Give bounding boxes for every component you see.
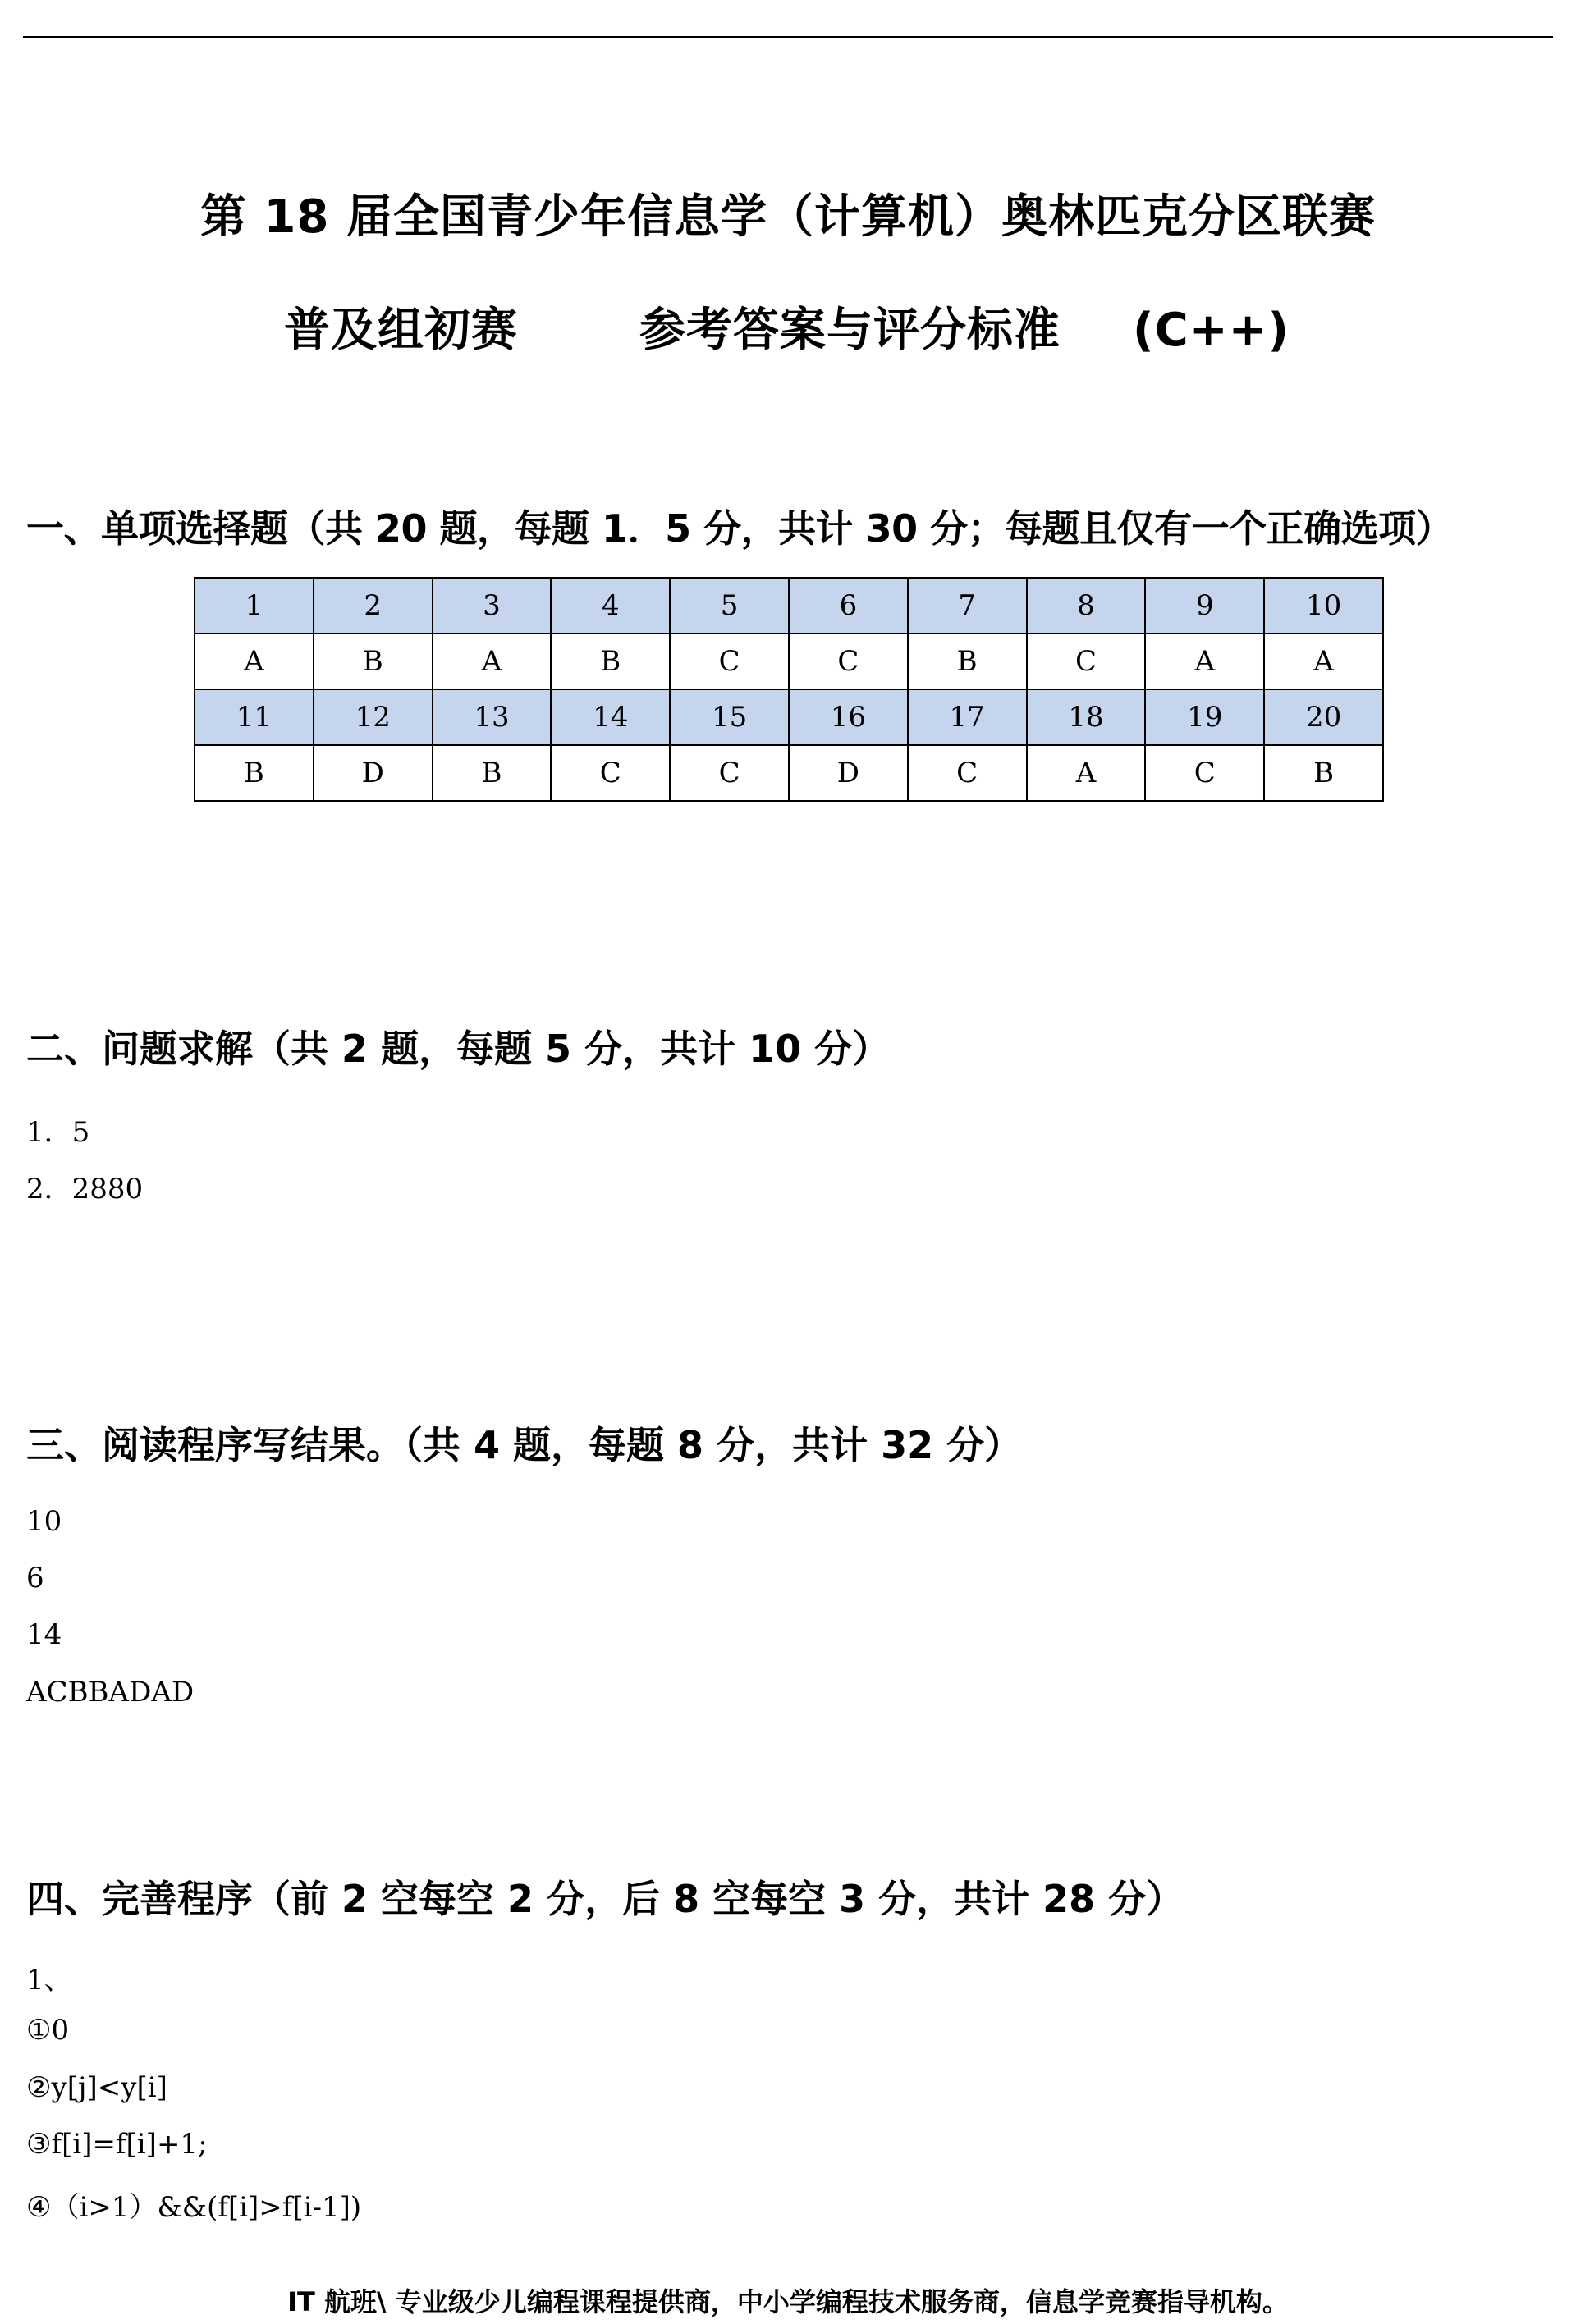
footer-note: IT 航班\ 专业级少儿编程课程提供商，中小学编程技术服务商，信息学竞赛指导机构。: [287, 2286, 1289, 2317]
answer-cell: C: [670, 745, 789, 801]
answer-cell: D: [789, 745, 908, 801]
answer-cell: C: [670, 634, 789, 689]
question-number: 1: [195, 578, 314, 634]
question-number: 5: [670, 578, 789, 634]
answer-cell: B: [195, 745, 314, 801]
answer-line: ③f[i]=f[i]+1;: [26, 2128, 208, 2161]
table-row: [195, 745, 1383, 801]
section-2-heading: 二、问题求解（共 2 题，每题 5 分，共计 10 分）: [26, 1027, 891, 1071]
answer-line: ①0: [26, 2014, 70, 2047]
answer-cell: A: [195, 634, 314, 689]
answer-line: 1、: [26, 1964, 72, 1997]
document-title: 第 18 届全国青少年信息学（计算机）奥林匹克分区联赛: [200, 190, 1376, 244]
question-number: 2: [314, 578, 433, 634]
answer-cell: B: [433, 745, 552, 801]
answer-line: 14: [26, 1618, 62, 1651]
answer-cell: B: [551, 634, 670, 689]
header-rule: [23, 36, 1553, 38]
answer-cell: A: [1145, 634, 1264, 689]
answer-cell: A: [1264, 634, 1383, 689]
answer-cell: B: [314, 634, 433, 689]
question-number: 12: [314, 689, 433, 745]
question-number: 17: [908, 689, 1027, 745]
question-number: 11: [195, 689, 314, 745]
question-number: 3: [433, 578, 552, 634]
answer-cell: C: [908, 745, 1027, 801]
question-number: 10: [1264, 578, 1383, 634]
answer-cell: C: [1145, 745, 1264, 801]
subtitle-answers: 参考答案与评分标准: [639, 304, 1061, 357]
section-3-heading: 三、阅读程序写结果。（共 4 题，每题 8 分，共计 32 分）: [26, 1423, 1023, 1467]
question-number: 4: [551, 578, 670, 634]
document-subtitle: [284, 294, 1290, 359]
question-number: 20: [1264, 689, 1383, 745]
question-number: 19: [1145, 689, 1264, 745]
question-number: 9: [1145, 578, 1264, 634]
table-row: [195, 634, 1383, 689]
answer-table: [194, 577, 1384, 802]
section-4-heading: 四、完善程序（前 2 空每空 2 分，后 8 空每空 3 分，共计 28 分）: [26, 1877, 1184, 1921]
question-number: 8: [1027, 578, 1146, 634]
question-number: 14: [551, 689, 670, 745]
question-number: 7: [908, 578, 1027, 634]
section-1-heading: 一、单项选择题（共 20 题，每题 1．5 分，共计 30 分；每题且仅有一个正确选项）: [26, 506, 1454, 551]
question-number: 18: [1027, 689, 1146, 745]
answer-line: 6: [26, 1562, 44, 1594]
answer-line: ②y[j]<y[i]: [26, 2071, 167, 2104]
question-number: 13: [433, 689, 552, 745]
answer-line: 10: [26, 1505, 62, 1538]
question-number: 6: [789, 578, 908, 634]
question-number: 16: [789, 689, 908, 745]
answer-cell: C: [789, 634, 908, 689]
answer-line: ACBBADAD: [26, 1676, 195, 1709]
answer-line: 1．5: [26, 1116, 90, 1149]
answer-line: 2．2880: [26, 1173, 144, 1205]
answer-cell: A: [433, 634, 552, 689]
answer-cell: B: [908, 634, 1027, 689]
answer-line: ④（i>1）&&(f[i]>f[i-1]): [26, 2191, 362, 2224]
answer-cell: C: [1027, 634, 1146, 689]
answer-cell: A: [1027, 745, 1146, 801]
answer-cell: B: [1264, 745, 1383, 801]
subtitle-language: (C++): [1133, 304, 1290, 357]
answer-cell: C: [551, 745, 670, 801]
table-row: [195, 689, 1383, 745]
question-number: 15: [670, 689, 789, 745]
answer-cell: D: [314, 745, 433, 801]
table-row: [195, 578, 1383, 634]
subtitle-group: 普及组初赛: [284, 304, 518, 357]
